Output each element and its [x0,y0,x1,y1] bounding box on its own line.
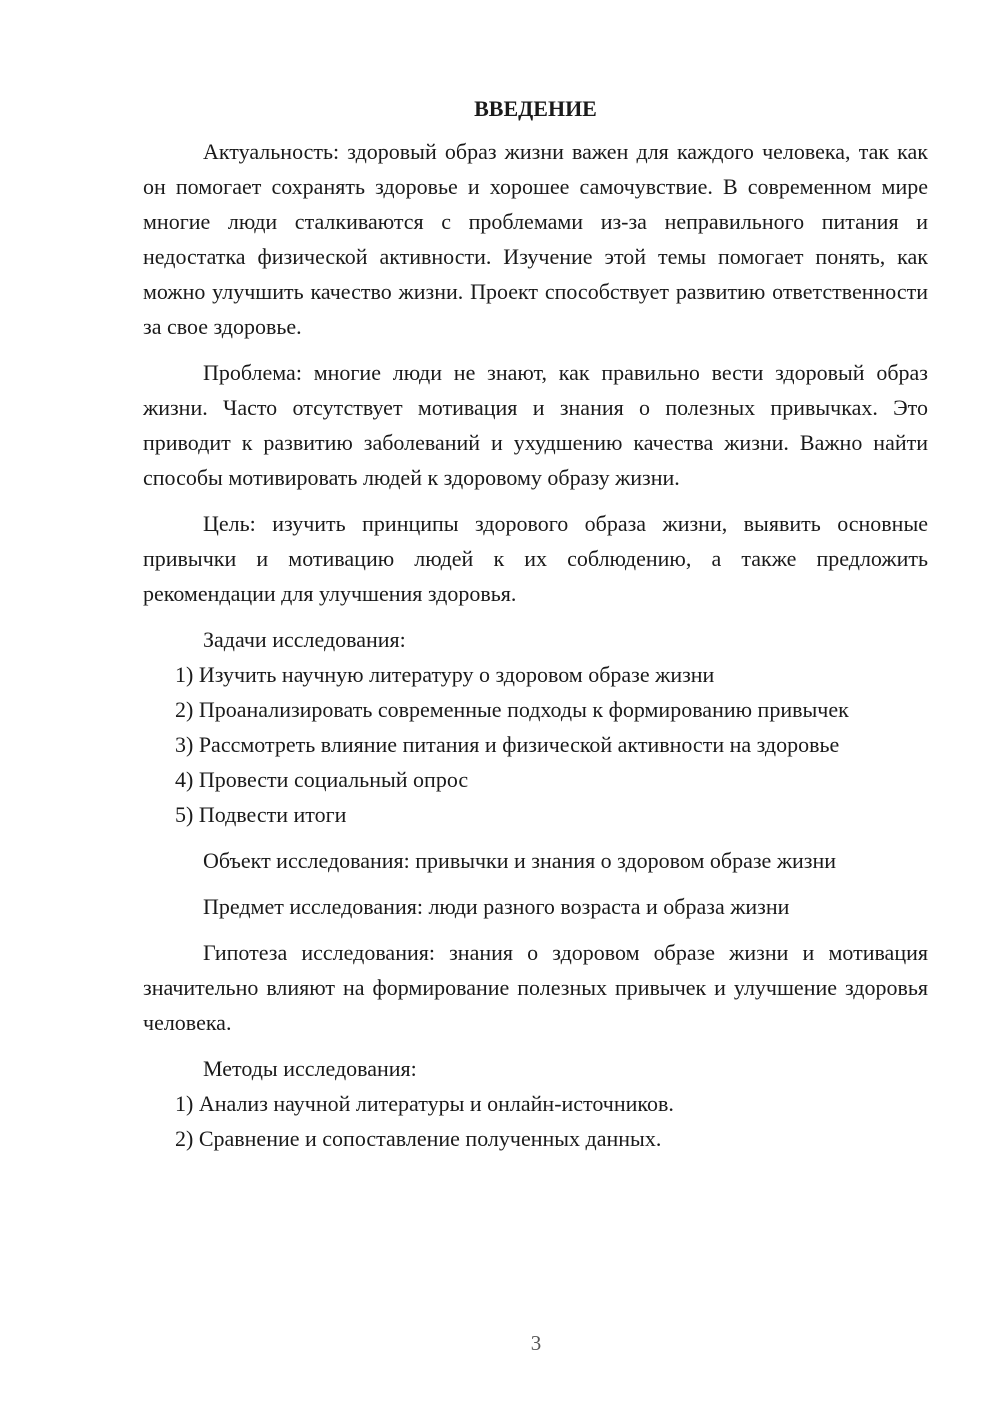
paragraph-problem: Проблема: многие люди не знают, как правильно вести здоровый образ жизни. Часто отсутствует мотивация и знания о полезных привычках. Это приводит к развитию заболеваний и ухудшению качества жизни. Важно найти способы мотивировать людей к здоровому образу жизни. [143,360,928,490]
method-item-1: 1) Анализ научной литературы и онлайн-источников. [175,1091,674,1116]
paragraph-goal: Цель: изучить принципы здорового образа жизни, выявить основные привычки и мотивацию людей к их соблюдению, а также предложить рекомендации для улучшения здоровья. [143,511,928,606]
task-item-2: 2) Проанализировать современные подходы к формированию привычек [175,697,849,722]
paragraph-subject: Предмет исследования: люди разного возраста и образа жизни [203,894,790,919]
document-page [143,88,928,1156]
task-item-4: 4) Провести социальный опрос [175,767,469,792]
task-item-3: 3) Рассмотреть влияние питания и физической активности на здоровье [175,732,840,757]
tasks-heading: Задачи исследования: [203,627,406,652]
task-item-5: 5) Подвести итоги [175,802,347,827]
paragraph-hypothesis: Гипотеза исследования: знания о здоровом образе жизни и мотивация значительно влияют на формирование полезных привычек и улучшение здоровья человека. [143,940,928,1035]
paragraph-relevance: Актуальность: здоровый образ жизни важен для каждого человека, так как он помогает сохранять здоровье и хорошее самочувствие. В современном мире многие люди сталкиваются с проблемами из-за неправильного питания и недостатка физической активности. Изучение этой темы помогает понять, как можно улучшить качество жизни. Проект способствует развитию ответственности за свое здоровье. [143,139,928,339]
page-title: ВВЕДЕНИЕ [474,96,597,121]
page-number: 3 [530,1331,542,1355]
method-item-2: 2) Сравнение и сопоставление полученных данных. [175,1126,662,1151]
methods-heading: Методы исследования: [203,1056,417,1081]
paragraph-object: Объект исследования: привычки и знания о здоровом образе жизни [203,848,837,873]
task-item-1: 1) Изучить научную литературу о здоровом образе жизни [175,662,715,687]
